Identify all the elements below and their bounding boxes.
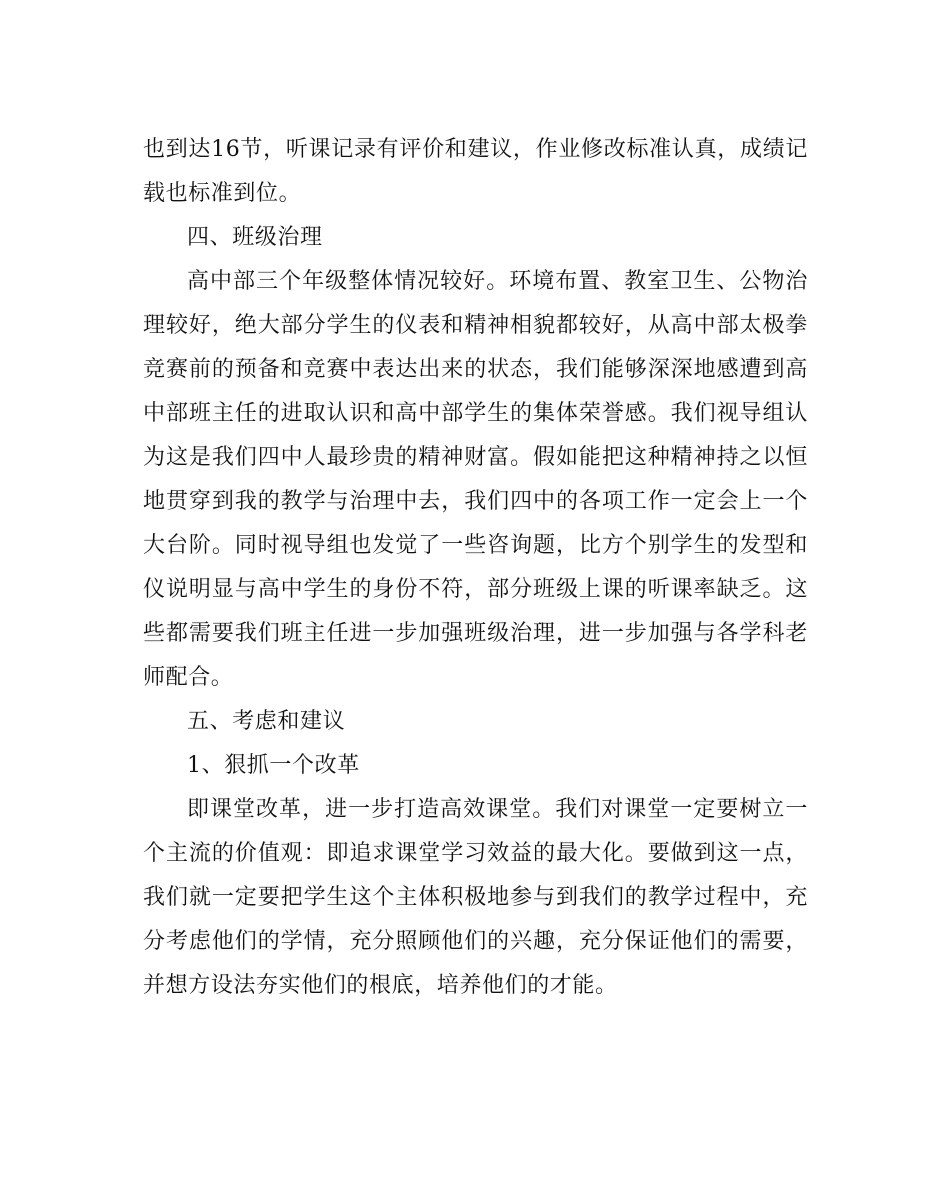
paragraph-classroom-reform: 即课堂改革，进一步打造高效课堂。我们对课堂一定要树立一个主流的价值观：即追求课堂学习效益的最大化。要做到这一点，我们就一定要把学生这个主体积极地参与到我们的教学过程中，充分考虑他们的学情，充分照顾他们的兴趣，充分保证他们的需要，并想方设法夯实他们的根底，培养他们的才能。 [143, 797, 808, 998]
paragraph-continuation: 也到达16节，听课记录有评价和建议，作业修改标准认真，成绩记载也标准到位。 [143, 137, 808, 206]
section-heading-class-management: 四、班级治理 [187, 225, 323, 250]
subsection-heading-one-reform: 1、狠抓一个改革 [187, 753, 360, 778]
document-page [143, 128, 808, 1008]
paragraph-class-management: 高中部三个年级整体情况较好。环境布置、教室卫生、公物治理较好，绝大部分学生的仪表和精神相貌都较好，从高中部太极拳竞赛前的预备和竞赛中表达出来的状态，我们能够深深地感遭到高中部班主任的进取认识和高中部学生的集体荣誉感。我们视导组认为这是我们四中人最珍贵的精神财富。假如能把这种精神持之以恒地贯穿到我的教学与治理中去，我们四中的各项工作一定会上一个大台阶。同时视导组也发觉了一些咨询题，比方个别学生的发型和仪说明显与高中学生的身份不符，部分班级上课的听课率缺乏。这些都需要我们班主任进一步加强班级治理，进一步加强与各学科老师配合。 [143, 269, 808, 690]
section-heading-thoughts-suggestions: 五、考虑和建议 [187, 709, 346, 734]
